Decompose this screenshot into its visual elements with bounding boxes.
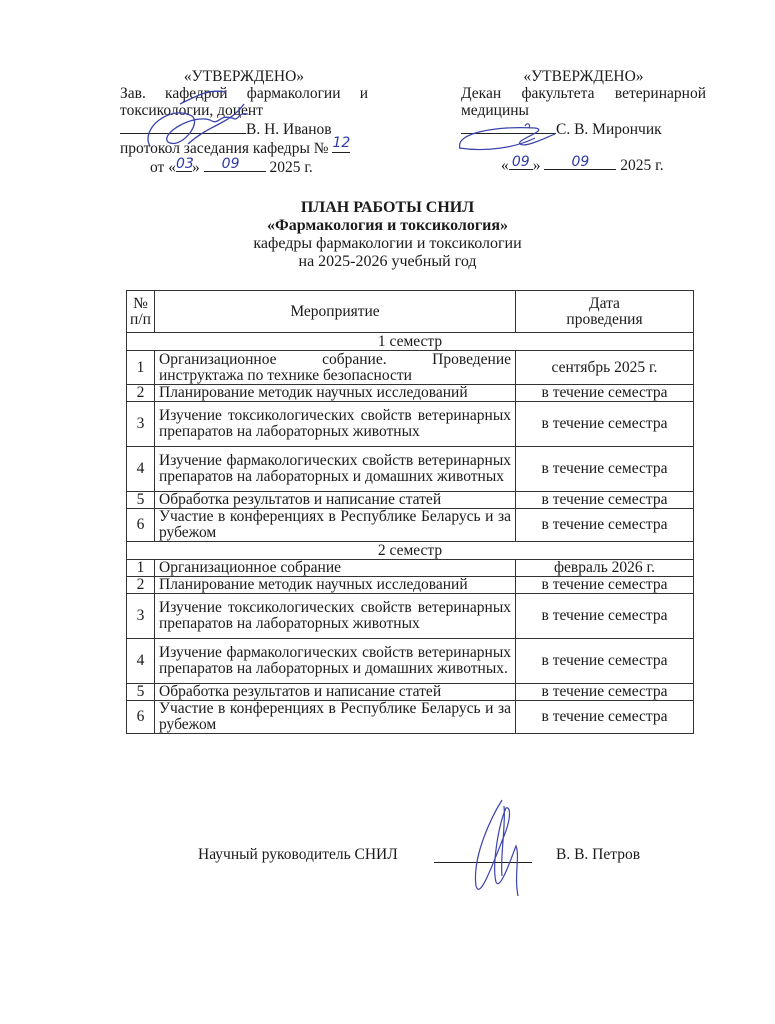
row-date: сентябрь 2025 г. [516, 351, 694, 385]
signature-blank [461, 119, 556, 134]
title-line2: «Фармакология и токсикология» [266, 217, 509, 234]
row-num: 2 [127, 577, 155, 594]
header-event: Мероприятие [155, 291, 516, 333]
date-mid: » [532, 157, 541, 174]
row-num: 5 [127, 684, 155, 701]
approval-left-protocol [120, 135, 368, 157]
footer-role: Научный руководитель СНИЛ [198, 846, 398, 863]
row-event: Изучение токсикологических свойств ветеринарных препаратов на лабораторных животных [155, 402, 516, 447]
header-num-line1: № [133, 294, 148, 312]
row-event: Участие в конференциях в Республике Беларусь и за рубежом [155, 509, 516, 542]
row-date: в течение семестра [516, 701, 694, 734]
table-row [127, 701, 694, 734]
row-date: февраль 2026 г. [516, 560, 694, 577]
protocol-number-field [332, 135, 351, 153]
row-event: Обработка результатов и написание статей [155, 684, 516, 701]
date-day-field [509, 155, 533, 170]
header-date-line2: проведения [566, 310, 643, 328]
header-num-line2: п/п [130, 310, 151, 328]
approval-left-position-line1: Зав. кафедрой фармакологии и [120, 85, 368, 102]
signature-petrov-icon [462, 796, 532, 906]
row-date: в течение семестра [516, 577, 694, 594]
title-line1: ПЛАН РАБОТЫ СНИЛ [300, 199, 475, 216]
semester-label: 2 семестр [127, 542, 694, 560]
row-num: 4 [127, 639, 155, 684]
approval-right-signature-line [461, 119, 706, 138]
semester-row [127, 542, 694, 560]
date-month: 09 [221, 156, 240, 172]
table-row [127, 385, 694, 402]
protocol-label: протокол заседания кафедры № [120, 140, 329, 157]
approval-right-heading: «УТВЕРЖДЕНО» [523, 68, 644, 85]
table-row [127, 560, 694, 577]
table-row [127, 447, 694, 492]
date-year: 2025 г. [269, 159, 313, 176]
row-event: Организационное собрание. Проведение инструктажа по технике безопасности [155, 351, 516, 385]
row-date: в течение семестра [516, 594, 694, 639]
protocol-number: 12 [332, 135, 351, 151]
header-num [127, 291, 155, 333]
header-date-line1: Дата [589, 294, 620, 312]
approval-left-date [120, 157, 368, 176]
row-date: в течение семестра [516, 402, 694, 447]
approval-left-signature-line [120, 119, 368, 138]
row-num: 2 [127, 385, 155, 402]
approval-right-date [461, 155, 706, 174]
row-event: Изучение фармакологических свойств ветеринарных препаратов на лабораторных и домашних животных [155, 447, 516, 492]
approval-left-signer: В. Н. Иванов [246, 121, 332, 138]
row-event: Участие в конференциях в Республике Беларусь и за рубежом [155, 701, 516, 734]
row-event: Обработка результатов и написание статей [155, 492, 516, 509]
table-row [127, 402, 694, 447]
footer-signer: В. В. Петров [556, 846, 641, 863]
row-num: 1 [127, 351, 155, 385]
approval-right-position-line2: медицины [461, 102, 529, 119]
row-date: в течение семестра [516, 385, 694, 402]
row-event: Изучение токсикологических свойств ветеринарных препаратов на лабораторных животных [155, 594, 516, 639]
row-num: 3 [127, 594, 155, 639]
date-day: 03 [175, 156, 194, 172]
table-header-row [127, 291, 694, 333]
table-row [127, 639, 694, 684]
row-date: в течение семестра [516, 639, 694, 684]
approval-left [120, 68, 368, 176]
semester-label: 1 семестр [127, 333, 694, 351]
date-prefix: « [501, 157, 509, 174]
row-event: Планирование методик научных исследований [155, 385, 516, 402]
footer-signature-line [434, 862, 532, 863]
title-line4: на 2025-2026 учебный год [298, 253, 477, 270]
date-month-field [544, 155, 616, 170]
approval-left-position-line2: токсикологии, доцент [120, 102, 263, 119]
title-line3: кафедры фармакологии и токсикологии [253, 235, 522, 252]
row-event: Планирование методик научных исследований [155, 577, 516, 594]
row-num: 3 [127, 402, 155, 447]
table-body [127, 333, 694, 734]
date-day-field [176, 157, 192, 172]
header-date [516, 291, 694, 333]
approval-left-heading: «УТВЕРЖДЕНО» [183, 68, 305, 85]
date-prefix: от « [150, 159, 176, 176]
row-event: Организационное собрание [155, 560, 516, 577]
approval-right-signer: С. В. Мирончик [556, 121, 662, 138]
approval-right-position-line1: Декан факультета ветеринарной [461, 85, 706, 102]
date-mid: » [191, 159, 200, 176]
date-day: 09 [511, 154, 530, 170]
table-row [127, 684, 694, 701]
approval-right [461, 68, 706, 174]
table-row [127, 577, 694, 594]
table-row [127, 509, 694, 542]
semester-row [127, 333, 694, 351]
row-num: 1 [127, 560, 155, 577]
table-row [127, 594, 694, 639]
table-row [127, 492, 694, 509]
row-date: в течение семестра [516, 492, 694, 509]
row-event: Изучение фармакологических свойств ветеринарных препаратов на лабораторных и домашних животных. [155, 639, 516, 684]
document-title [0, 199, 775, 271]
table-row [127, 351, 694, 385]
signature-blank [120, 119, 246, 134]
row-date: в течение семестра [516, 684, 694, 701]
row-num: 6 [127, 509, 155, 542]
row-date: в течение семестра [516, 447, 694, 492]
date-month: 09 [571, 154, 590, 170]
row-num: 5 [127, 492, 155, 509]
row-date: в течение семестра [516, 509, 694, 542]
row-num: 6 [127, 701, 155, 734]
plan-table [126, 290, 694, 734]
row-num: 4 [127, 447, 155, 492]
date-year: 2025 г. [620, 157, 664, 174]
date-month-field [204, 157, 266, 172]
